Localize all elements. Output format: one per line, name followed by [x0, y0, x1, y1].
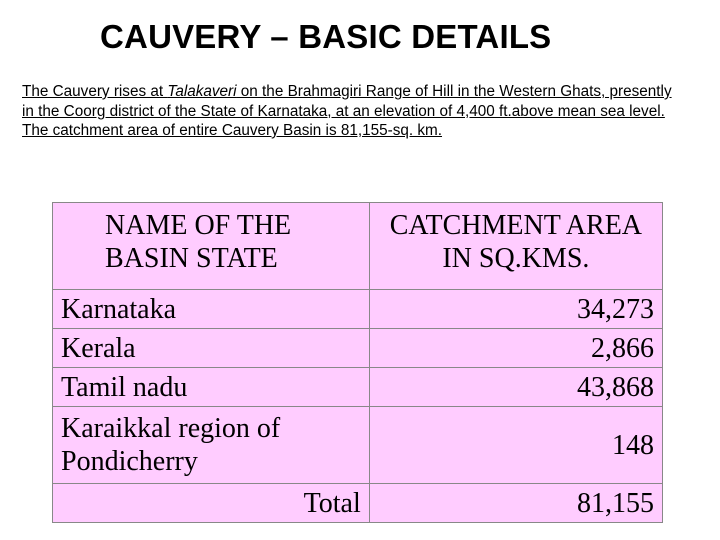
total-value: 81,155	[369, 484, 662, 523]
intro-text-after: on the Brahmagiri Range of Hill in the Western Ghats, presently in the Coorg district of the State of Karnataka, at an elevation of 4,400 ft.above mean sea level. The catchment area of entire Cauvery Basin is 81,155-sq. km.	[22, 83, 672, 139]
table-row	[53, 368, 663, 407]
catchment-table	[52, 202, 663, 523]
header-basin-state: NAME OF THE BASIN STATE	[53, 203, 370, 290]
area-cell: 2,866	[369, 329, 662, 368]
intro-text-before: The Cauvery rises at	[22, 83, 168, 100]
state-cell: Kerala	[53, 329, 370, 368]
header-catchment-area: CATCHMENT AREA IN SQ.KMS.	[369, 203, 662, 290]
table-row	[53, 407, 663, 484]
table-row	[53, 329, 663, 368]
page-title: CAUVERY – BASIC DETAILS	[100, 18, 552, 55]
state-cell: Karaikkal region of Pondicherry	[53, 407, 370, 484]
area-cell: 43,868	[369, 368, 662, 407]
state-cell: Karnataka	[53, 290, 370, 329]
area-cell: 34,273	[369, 290, 662, 329]
table-total-row	[53, 484, 663, 523]
area-cell: 148	[369, 407, 662, 484]
table-header-row	[53, 203, 663, 290]
total-label: Total	[53, 484, 370, 523]
table-row	[53, 290, 663, 329]
intro-paragraph	[22, 82, 672, 141]
intro-place-name: Talakaveri	[167, 83, 237, 100]
state-cell: Tamil nadu	[53, 368, 370, 407]
